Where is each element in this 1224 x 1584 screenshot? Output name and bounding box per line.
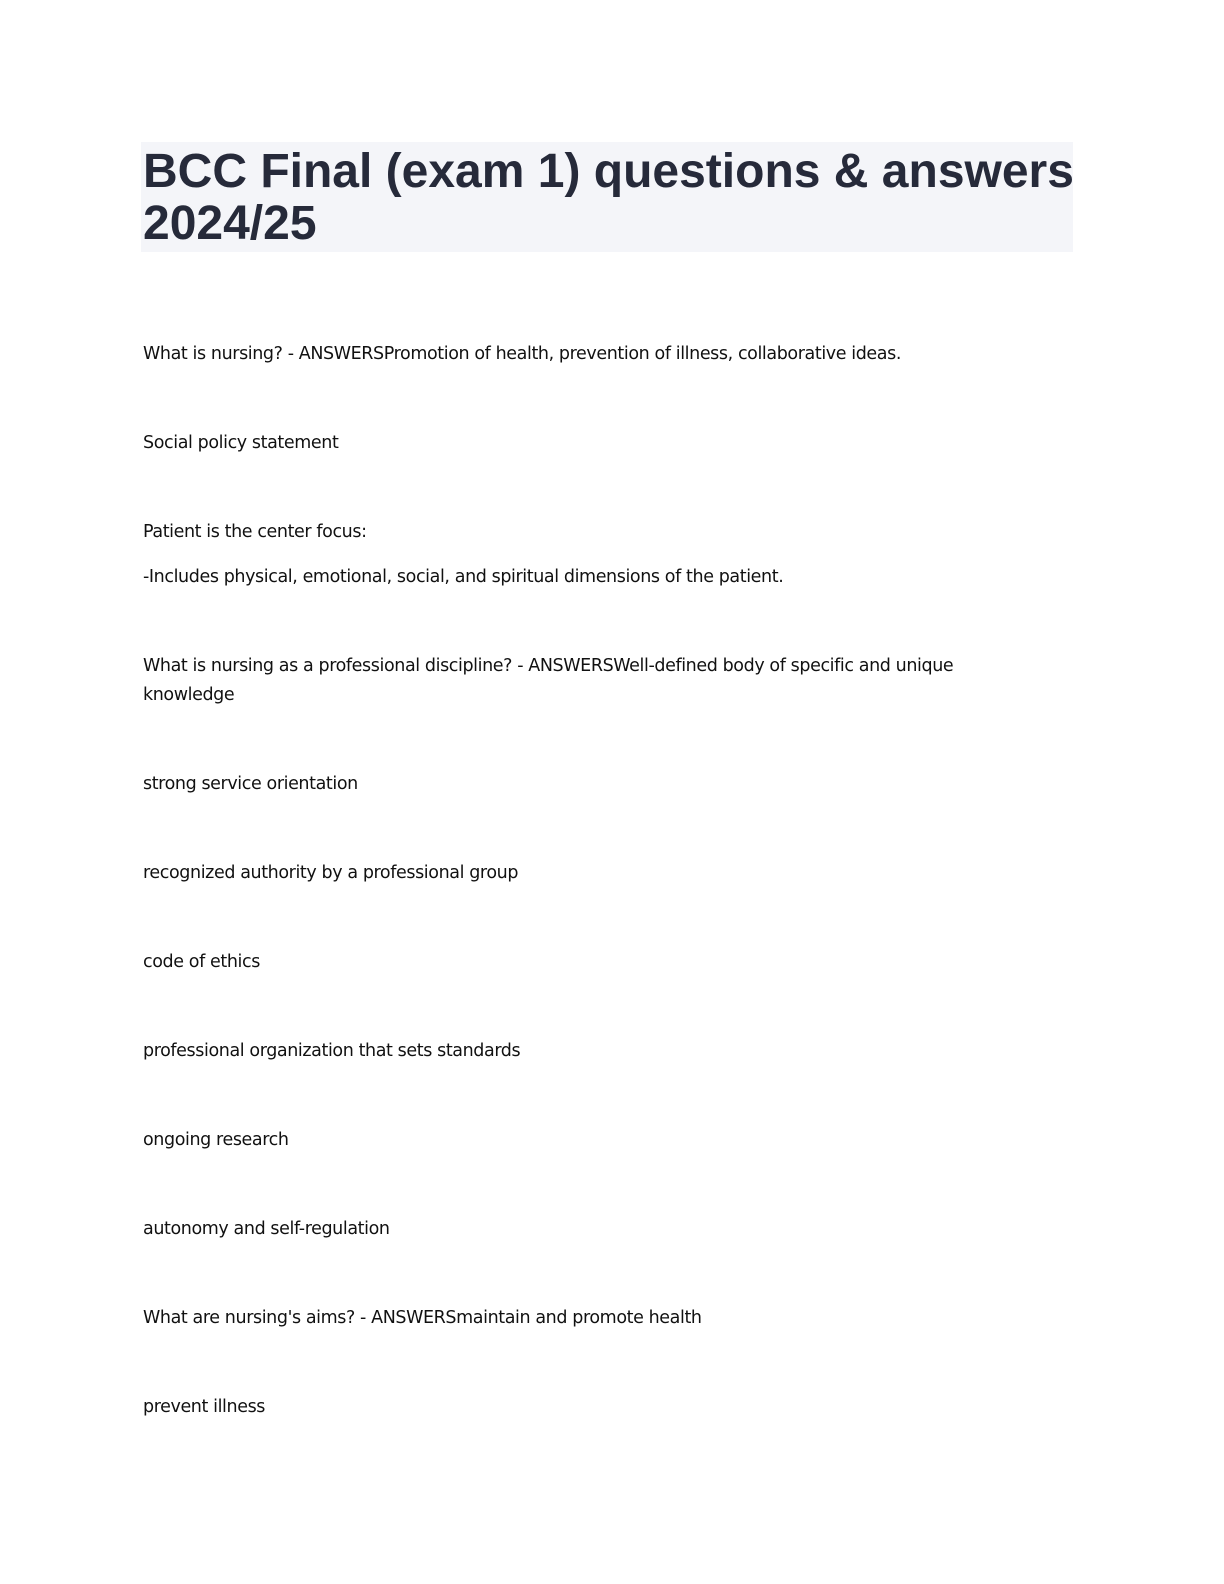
paragraph-code-of-ethics: code of ethics (143, 952, 260, 972)
page-title-line-1: BCC Final (exam 1) questions & answers (143, 145, 1074, 198)
paragraph-prevent-illness: prevent illness (143, 1397, 266, 1417)
paragraph-service-orientation: strong service orientation (143, 774, 358, 794)
paragraph-autonomy: autonomy and self-regulation (143, 1219, 390, 1239)
paragraph-recognized-authority: recognized authority by a professional group (143, 863, 519, 883)
paragraph-what-is-nursing: What is nursing? - ANSWERSPromotion of health, prevention of illness, collaborative ideas. (143, 344, 902, 364)
paragraph-professional-discipline: What is nursing as a professional discipline? - ANSWERSWell-defined body of specific and unique knowledge (143, 656, 954, 705)
paragraph-dimensions: -Includes physical, emotional, social, and spiritual dimensions of the patient. (143, 567, 784, 587)
paragraph-patient-focus: Patient is the center focus: (143, 522, 367, 542)
paragraph-ongoing-research: ongoing research (143, 1130, 289, 1150)
paragraph-professional-organization: professional organization that sets standards (143, 1041, 521, 1061)
page-title-line-2: 2024/25 (143, 197, 317, 250)
paragraph-social-policy: Social policy statement (143, 433, 339, 453)
paragraph-nursing-aims: What are nursing's aims? - ANSWERSmaintain and promote health (143, 1308, 702, 1328)
title-block (141, 142, 1073, 252)
